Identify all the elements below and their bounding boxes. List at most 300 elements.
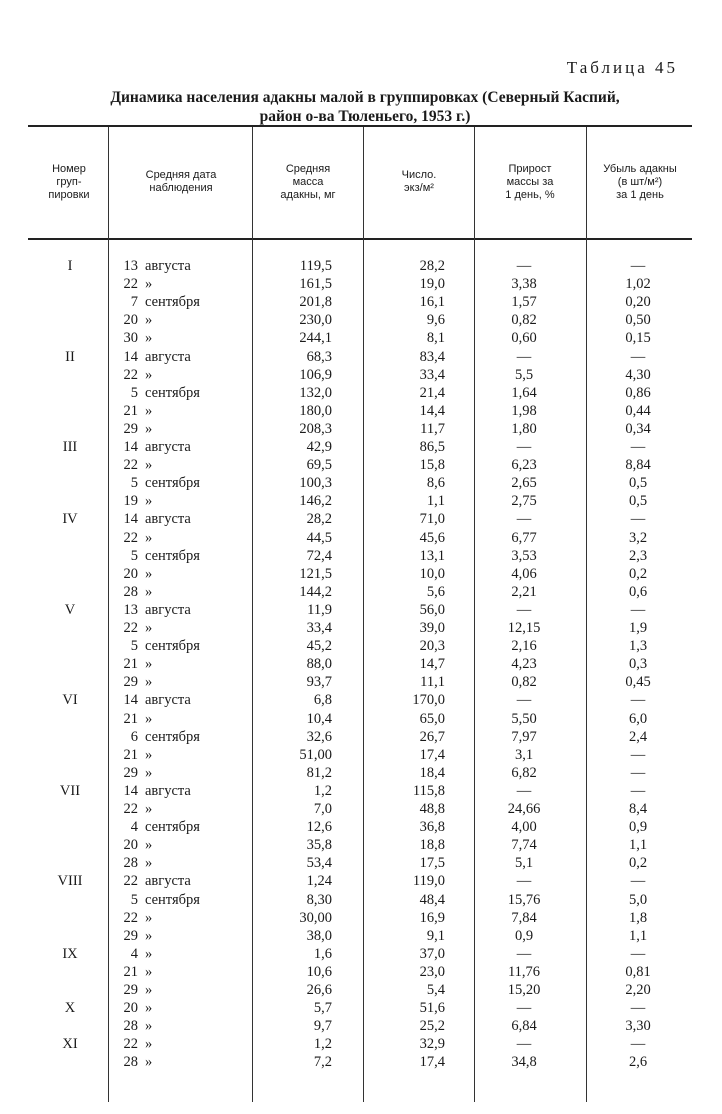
loss-cell: 2,6 (628, 1054, 648, 1071)
mass-cell: 100,3 (299, 475, 332, 492)
month-cell: » (145, 529, 153, 546)
month-cell: » (145, 330, 153, 347)
count-cell: 11,1 (420, 674, 445, 691)
count-cell: 86,5 (419, 439, 445, 455)
mass-cell: 35,8 (306, 837, 332, 854)
mass-cell: 45,2 (306, 638, 332, 655)
loss-cell: 0,3 (628, 656, 648, 673)
gain-cell: 3,53 (511, 547, 537, 564)
month-cell: августа (145, 692, 191, 709)
day-cell: 22 (123, 457, 138, 474)
count-cell: 17,5 (419, 855, 445, 872)
day-cell: 29 (123, 420, 138, 437)
day-cell: 20 (123, 312, 138, 329)
month-cell: » (145, 837, 153, 854)
gain-cell: — (516, 692, 532, 709)
count-cell: 83,4 (419, 348, 445, 365)
mass-cell: 146,2 (299, 493, 332, 510)
mass-cell: 161,5 (299, 276, 332, 293)
month-cell: августа (145, 511, 191, 528)
table-row (0, 818, 722, 836)
table-row (0, 1017, 722, 1035)
count-cell: 18,8 (419, 837, 445, 854)
loss-cell: 0,5 (628, 493, 648, 510)
count-cell: 170,0 (412, 692, 445, 709)
table-row (0, 492, 722, 510)
gain-cell: 12,15 (507, 620, 541, 636)
mass-cell: 42,9 (306, 439, 332, 455)
table-row (0, 854, 722, 872)
day-cell: 29 (123, 982, 138, 998)
count-cell: 20,3 (419, 638, 445, 655)
mass-cell: 132,0 (299, 384, 332, 401)
count-cell: 13,1 (419, 547, 445, 564)
count-cell: 10,0 (419, 565, 445, 582)
day-cell: 22 (123, 909, 138, 926)
table-row (0, 891, 722, 909)
count-cell: 9,6 (426, 312, 445, 329)
loss-cell: 2,3 (628, 547, 648, 564)
loss-cell: — (630, 348, 646, 365)
day-cell: 22 (123, 529, 138, 546)
loss-cell: 1,3 (628, 638, 648, 655)
count-cell: 26,7 (419, 728, 445, 745)
mass-cell: 30,00 (299, 909, 332, 926)
loss-cell: — (630, 692, 646, 709)
loss-cell: — (630, 511, 646, 528)
count-cell: 32,9 (419, 1036, 445, 1053)
mass-cell: 28,2 (306, 511, 332, 528)
count-cell: 19,0 (419, 276, 445, 293)
mass-cell: 5,7 (313, 1000, 332, 1017)
table-header-rule (28, 238, 692, 240)
table-row (0, 637, 722, 655)
table-row (0, 619, 722, 637)
gain-cell: 24,66 (507, 801, 541, 817)
loss-cell: 0,45 (625, 674, 651, 691)
group-cell: IV (62, 511, 78, 528)
gain-cell: 0,60 (511, 330, 537, 347)
count-cell: 28,2 (419, 258, 445, 274)
day-cell: 21 (123, 402, 138, 419)
count-cell: 11,7 (420, 420, 445, 437)
gain-cell: 5,50 (511, 710, 537, 727)
gain-cell: 4,23 (511, 656, 537, 673)
mass-cell: 38,0 (306, 927, 332, 944)
month-cell: » (145, 565, 153, 582)
month-cell: » (145, 963, 153, 980)
loss-cell: 0,2 (628, 565, 648, 582)
gain-cell: — (516, 511, 532, 528)
month-cell: » (145, 855, 153, 872)
gain-cell: 15,20 (507, 982, 541, 998)
table-row (0, 420, 722, 438)
day-cell: 5 (130, 384, 138, 401)
month-cell: августа (145, 439, 191, 455)
day-cell: 22 (123, 366, 138, 383)
mass-cell: 1,2 (313, 1036, 332, 1053)
table-row (0, 384, 722, 402)
table-row (0, 583, 722, 601)
table-row (0, 311, 722, 329)
loss-cell: 0,15 (625, 330, 651, 347)
count-cell: 14,7 (419, 656, 445, 673)
mass-cell: 72,4 (306, 547, 332, 564)
day-cell: 28 (123, 1054, 138, 1071)
month-cell: » (145, 1036, 153, 1053)
loss-cell: — (630, 1000, 646, 1017)
month-cell: » (145, 927, 153, 944)
table-row (0, 981, 722, 999)
month-cell: » (145, 909, 153, 926)
count-cell: 1,1 (426, 493, 445, 510)
count-cell: 48,8 (419, 801, 445, 817)
count-cell: 5,6 (426, 583, 445, 600)
day-cell: 14 (123, 348, 138, 365)
count-cell: 71,0 (419, 511, 445, 528)
table-row (0, 945, 722, 963)
day-cell: 20 (123, 565, 138, 582)
table-row (0, 927, 722, 945)
table-row (0, 293, 722, 311)
table-row (0, 402, 722, 420)
count-cell: 14,4 (419, 402, 445, 419)
month-cell: » (145, 493, 153, 510)
table-row (0, 673, 722, 691)
count-cell: 51,6 (419, 1000, 445, 1017)
table-row (0, 1053, 722, 1071)
month-cell: » (145, 746, 153, 763)
day-cell: 28 (123, 1018, 138, 1035)
count-cell: 36,8 (419, 819, 445, 836)
gain-cell: 1,64 (511, 384, 537, 401)
day-cell: 7 (130, 294, 138, 311)
loss-cell: 0,44 (625, 402, 651, 419)
count-cell: 119,0 (412, 873, 445, 890)
mass-cell: 69,5 (306, 457, 332, 474)
table-row (0, 746, 722, 764)
gain-cell: 1,98 (511, 402, 537, 419)
month-cell: августа (145, 258, 191, 274)
group-cell: VIII (57, 873, 83, 890)
loss-cell: 0,86 (625, 384, 651, 401)
gain-cell: 34,8 (511, 1054, 537, 1071)
table-label: Таблица 45 (566, 58, 678, 77)
table-row (0, 710, 722, 728)
loss-cell: 0,50 (625, 312, 651, 329)
mass-cell: 180,0 (299, 402, 332, 419)
gain-cell: — (516, 873, 532, 890)
day-cell: 29 (123, 674, 138, 691)
loss-cell: 8,84 (625, 457, 651, 474)
count-cell: 25,2 (419, 1018, 445, 1035)
loss-cell: 6,0 (628, 710, 648, 727)
day-cell: 20 (123, 1000, 138, 1017)
count-cell: 33,4 (419, 366, 445, 383)
day-cell: 30 (123, 330, 138, 347)
table-row (0, 782, 722, 800)
mass-cell: 121,5 (299, 565, 332, 582)
group-cell: IX (62, 945, 78, 962)
count-cell: 8,1 (426, 330, 445, 347)
mass-cell: 106,9 (299, 366, 332, 383)
table-row (0, 691, 722, 709)
month-cell: » (145, 1000, 153, 1017)
count-cell: 17,4 (419, 1054, 445, 1071)
count-cell: 17,4 (419, 746, 445, 763)
count-cell: 48,4 (419, 891, 445, 908)
day-cell: 14 (123, 511, 138, 528)
mass-cell: 244,1 (299, 330, 332, 347)
group-cell: VI (62, 692, 78, 709)
gain-cell: — (516, 601, 532, 618)
count-cell: 39,0 (419, 620, 445, 636)
day-cell: 19 (123, 493, 138, 510)
table-top-rule (28, 125, 692, 127)
table-row (0, 547, 722, 565)
mass-cell: 81,2 (306, 764, 332, 781)
loss-cell: 1,8 (628, 909, 648, 926)
day-cell: 22 (123, 873, 138, 890)
loss-cell: 0,81 (625, 963, 651, 980)
day-cell: 6 (130, 728, 138, 745)
day-cell: 20 (123, 837, 138, 854)
count-cell: 16,1 (419, 294, 445, 311)
mass-cell: 9,7 (313, 1018, 332, 1035)
day-cell: 5 (130, 547, 138, 564)
gain-cell: 0,9 (514, 927, 534, 944)
loss-cell: 1,9 (628, 620, 648, 636)
mass-cell: 68,3 (306, 348, 332, 365)
day-cell: 22 (123, 276, 138, 293)
mass-cell: 1,6 (313, 945, 332, 962)
loss-cell: 3,30 (625, 1018, 651, 1035)
table-row (0, 275, 722, 293)
mass-cell: 12,6 (306, 819, 332, 836)
table-row (0, 438, 722, 456)
loss-cell: 2,4 (628, 728, 648, 745)
loss-cell: — (630, 782, 646, 799)
group-cell: XI (62, 1036, 78, 1053)
gain-cell: 2,21 (511, 583, 537, 600)
table-row (0, 800, 722, 818)
gain-cell: 2,75 (511, 493, 537, 510)
gain-cell: — (516, 258, 532, 274)
mass-cell: 33,4 (306, 620, 332, 636)
month-cell: » (145, 366, 153, 383)
mass-cell: 26,6 (306, 982, 332, 998)
month-cell: » (145, 457, 153, 474)
day-cell: 14 (123, 692, 138, 709)
group-cell: II (65, 348, 75, 365)
day-cell: 4 (130, 945, 138, 962)
count-cell: 5,4 (426, 982, 445, 998)
day-cell: 14 (123, 439, 138, 455)
gain-cell: 4,06 (511, 565, 537, 582)
table-row (0, 728, 722, 746)
loss-cell: 0,5 (628, 475, 648, 492)
day-cell: 13 (123, 601, 138, 618)
table-row (0, 510, 722, 528)
gain-cell: — (516, 782, 532, 799)
mass-cell: 10,4 (306, 710, 332, 727)
count-cell: 21,4 (419, 384, 445, 401)
table-row (0, 257, 722, 275)
month-cell: » (145, 1054, 153, 1071)
gain-cell: 7,74 (511, 837, 537, 854)
table-row (0, 872, 722, 890)
gain-cell: 6,82 (511, 764, 537, 781)
group-cell: I (67, 258, 73, 274)
month-cell: » (145, 764, 153, 781)
loss-cell: — (630, 601, 646, 618)
table-title-line-2: район о-ва Тюленьего, 1953 г.) (259, 108, 471, 125)
day-cell: 22 (123, 801, 138, 817)
table-row (0, 348, 722, 366)
loss-cell: 0,9 (628, 819, 648, 836)
count-cell: 45,6 (419, 529, 445, 546)
count-cell: 15,8 (419, 457, 445, 474)
gain-cell: 3,38 (511, 276, 537, 293)
table-row (0, 836, 722, 854)
gain-cell: 6,77 (511, 529, 537, 546)
day-cell: 5 (130, 891, 138, 908)
table-row (0, 601, 722, 619)
table-row (0, 565, 722, 583)
group-cell: VII (59, 782, 81, 799)
group-cell: X (64, 1000, 76, 1017)
header-gain: Прирост массы за 1 день, % (505, 162, 555, 201)
loss-cell: — (630, 439, 646, 455)
gain-cell: 2,16 (511, 638, 537, 655)
mass-cell: 208,3 (299, 420, 332, 437)
table-row (0, 329, 722, 347)
group-cell: V (64, 601, 76, 618)
loss-cell: — (630, 873, 646, 890)
count-cell: 37,0 (419, 945, 445, 962)
table-title-line-1: Динамика населения адакны малой в группировках (Северный Каспий, (110, 89, 620, 106)
month-cell: » (145, 982, 153, 998)
mass-cell: 44,5 (306, 529, 332, 546)
mass-cell: 1,24 (306, 873, 332, 890)
gain-cell: 5,1 (514, 855, 534, 872)
table-row (0, 474, 722, 492)
month-cell: » (145, 402, 153, 419)
month-cell: » (145, 420, 153, 437)
gain-cell: — (516, 348, 532, 365)
loss-cell: — (630, 764, 646, 781)
table-row (0, 366, 722, 384)
header-count: Число. экз/м² (401, 169, 437, 194)
gain-cell: 11,76 (507, 963, 541, 980)
gain-cell: 1,80 (511, 420, 537, 437)
month-cell: сентября (145, 475, 200, 492)
day-cell: 13 (123, 258, 138, 274)
mass-cell: 119,5 (299, 258, 332, 274)
month-cell: сентября (145, 819, 200, 836)
group-cell: III (62, 439, 78, 455)
table-row (0, 764, 722, 782)
mass-cell: 7,2 (313, 1054, 332, 1071)
month-cell: августа (145, 782, 191, 799)
mass-cell: 8,30 (306, 891, 332, 908)
loss-cell: — (630, 258, 646, 274)
gain-cell: 2,65 (511, 475, 537, 492)
gain-cell: 6,23 (511, 457, 537, 474)
gain-cell: — (516, 439, 532, 455)
day-cell: 14 (123, 782, 138, 799)
mass-cell: 230,0 (299, 312, 332, 329)
gain-cell: — (516, 945, 532, 962)
month-cell: августа (145, 601, 191, 618)
gain-cell: — (516, 1036, 532, 1053)
loss-cell: 4,30 (625, 366, 651, 383)
gain-cell: 15,76 (507, 891, 541, 908)
month-cell: » (145, 583, 153, 600)
header-date: Средняя дата наблюдения (145, 169, 217, 194)
gain-cell: 0,82 (511, 312, 537, 329)
table-row (0, 655, 722, 673)
mass-cell: 201,8 (299, 294, 332, 311)
gain-cell: 0,82 (511, 674, 537, 691)
day-cell: 29 (123, 764, 138, 781)
month-cell: сентября (145, 294, 200, 311)
gain-cell: — (516, 1000, 532, 1017)
loss-cell: 0,34 (625, 420, 651, 437)
month-cell: » (145, 710, 153, 727)
table-row (0, 963, 722, 981)
loss-cell: 8,4 (628, 801, 648, 817)
table-row (0, 999, 722, 1017)
header-group: Номер груп- пировки (48, 162, 90, 201)
loss-cell: 2,20 (625, 982, 651, 998)
day-cell: 29 (123, 927, 138, 944)
month-cell: » (145, 945, 153, 962)
mass-cell: 7,0 (313, 801, 332, 817)
count-cell: 23,0 (419, 963, 445, 980)
day-cell: 4 (130, 819, 138, 836)
mass-cell: 88,0 (306, 656, 332, 673)
table-row (0, 456, 722, 474)
day-cell: 21 (123, 656, 138, 673)
loss-cell: — (630, 1036, 646, 1053)
mass-cell: 144,2 (299, 583, 332, 600)
loss-cell: 0,6 (628, 583, 648, 600)
month-cell: » (145, 1018, 153, 1035)
table-title (40, 88, 690, 126)
mass-cell: 51,00 (299, 746, 332, 763)
month-cell: » (145, 656, 153, 673)
day-cell: 28 (123, 583, 138, 600)
header-mass: Средняя масса адакны, мг (280, 162, 336, 201)
mass-cell: 53,4 (306, 855, 332, 872)
count-cell: 65,0 (419, 710, 445, 727)
loss-cell: — (630, 945, 646, 962)
month-cell: сентября (145, 728, 200, 745)
gain-cell: 4,00 (511, 819, 537, 836)
count-cell: 115,8 (412, 782, 445, 799)
count-cell: 9,1 (426, 927, 445, 944)
loss-cell: 1,1 (628, 927, 648, 944)
month-cell: августа (145, 348, 191, 365)
mass-cell: 11,9 (307, 601, 332, 618)
loss-cell: 0,2 (628, 855, 648, 872)
month-cell: сентября (145, 638, 200, 655)
loss-cell: 5,0 (628, 891, 648, 908)
table-row (0, 909, 722, 927)
loss-cell: — (630, 746, 646, 763)
day-cell: 5 (130, 475, 138, 492)
